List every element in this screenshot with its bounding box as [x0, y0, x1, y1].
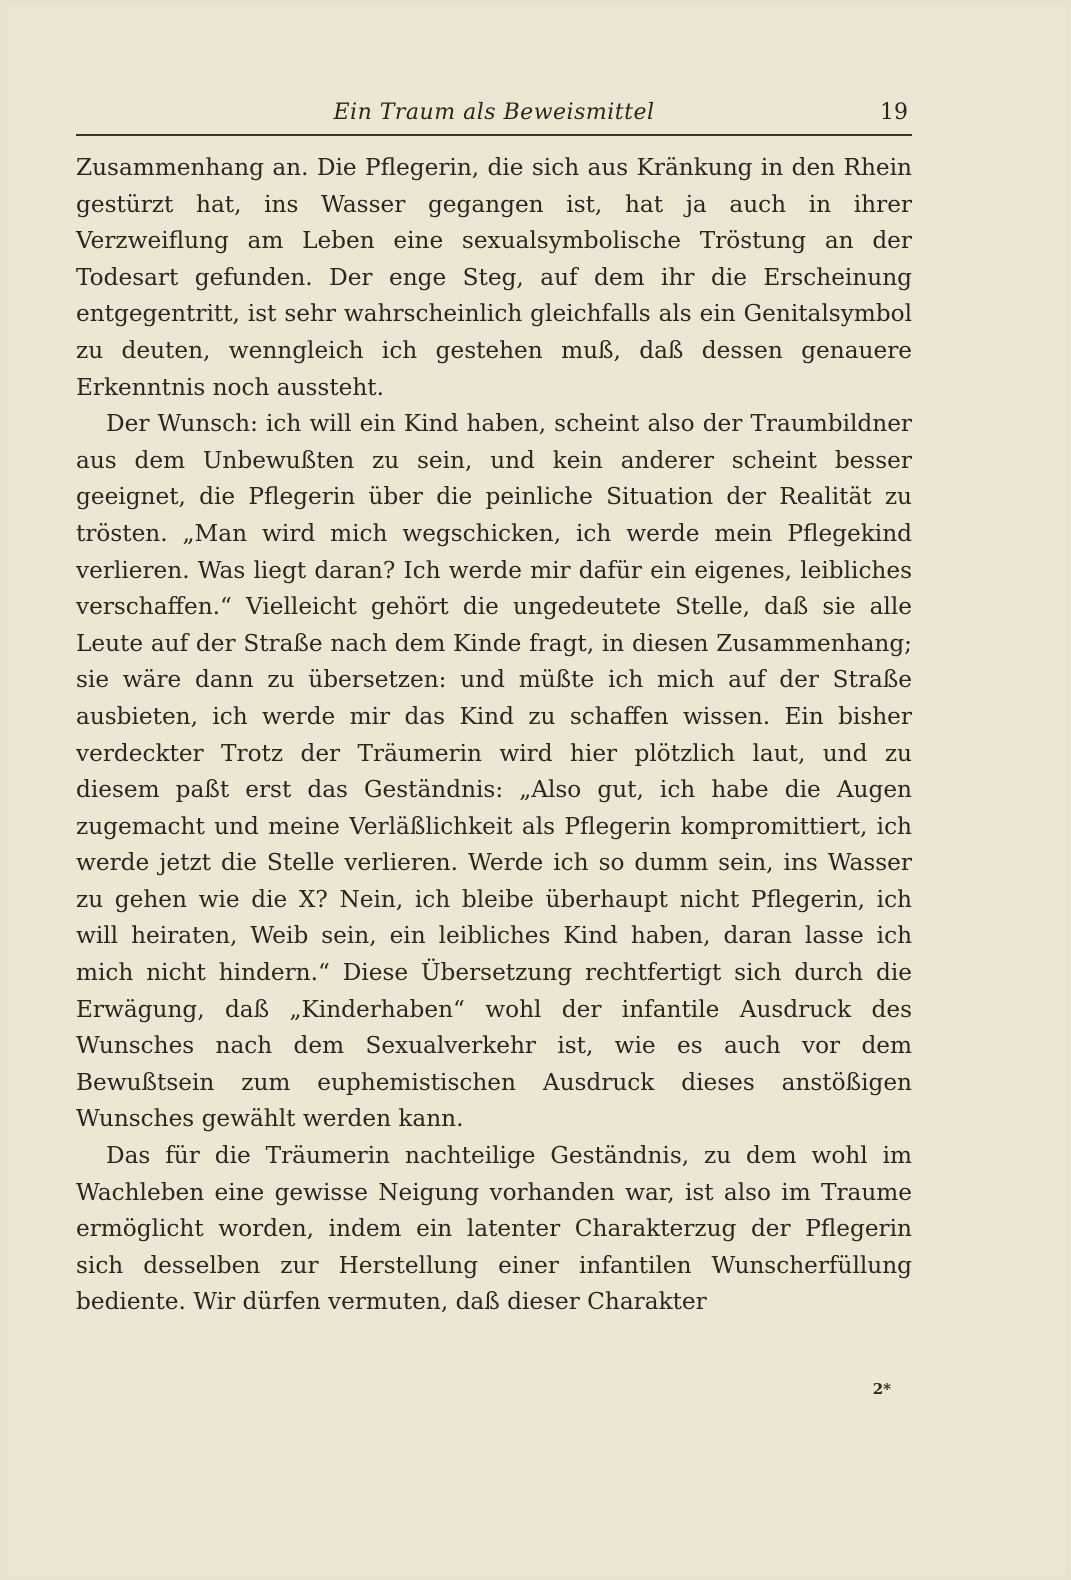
running-title: Ein Traum als Beweismittel — [333, 100, 655, 125]
page-header — [76, 98, 912, 136]
body-text — [76, 150, 912, 1321]
signature-mark: 2* — [872, 1380, 891, 1398]
paragraph-1: Zusammenhang an. Die Pflegerin, die sich aus Kränkung in den Rhein gestürzt hat, ins Wasser gegangen ist, hat ja auch in ihrer Verzweiflung am Leben eine sexualsymbolische Tröstung an der Todesart gefunden. Der enge Steg, auf dem ihr die Erscheinung entgegentritt, ist sehr wahrscheinlich gleichfalls als ein Genitalsymbol zu deuten, wenngleich ich gestehen muß, daß dessen genauere Erkenntnis noch aussteht. — [76, 154, 912, 401]
page-number: 19 — [880, 100, 908, 125]
paragraph-2: Der Wunsch: ich will ein Kind haben, scheint also der Traumbildner aus dem Unbewußten zu sein, und kein anderer scheint besser geeignet, die Pflegerin über die peinliche Situation der Realität zu trösten. „Man wird mich wegschicken, ich werde mein Pflegekind verlieren. Was liegt daran? Ich werde mir dafür ein eigenes, leibliches verschaffen.“ Vielleicht gehört die ungedeutete Stelle, daß sie alle Leute auf der Straße nach dem Kinde fragt, in diesen Zusammenhang; sie wäre dann zu übersetzen: und müßte ich mich auf der Straße ausbieten, ich werde mir das Kind zu schaffen wissen. Ein bisher verdeckter Trotz der Träumerin wird hier plötzlich laut, und zu diesem paßt erst das Geständnis: „Also gut, ich habe die Augen zugemacht und meine Verläßlichkeit als Pflegerin kompromittiert, ich werde jetzt die Stelle verlieren. Werde ich so dumm sein, ins Wasser zu gehen wie die X? Nein, ich bleibe überhaupt nicht Pflegerin, ich will heiraten, Weib sein, ein leibliches Kind haben, daran lasse ich mich nicht hindern.“ Diese Übersetzung rechtfertigt sich durch die Erwägung, daß „Kinderhaben“ wohl der infantile Ausdruck des Wunsches nach dem Sexualverkehr ist, wie es auch vor dem Bewußtsein zum euphemistischen Ausdruck dieses anstößigen Wunsches gewählt werden kann. — [76, 410, 912, 1133]
paragraph-3: Das für die Träumerin nachteilige Geständnis, zu dem wohl im Wachleben eine gewisse Neigung vorhanden war, ist also im Traume ermöglicht worden, indem ein latenter Charakterzug der Pflegerin sich desselben zur Herstellung einer infantilen Wunscherfüllung bediente. Wir dürfen vermuten, daß dieser Charakter — [76, 1142, 912, 1316]
